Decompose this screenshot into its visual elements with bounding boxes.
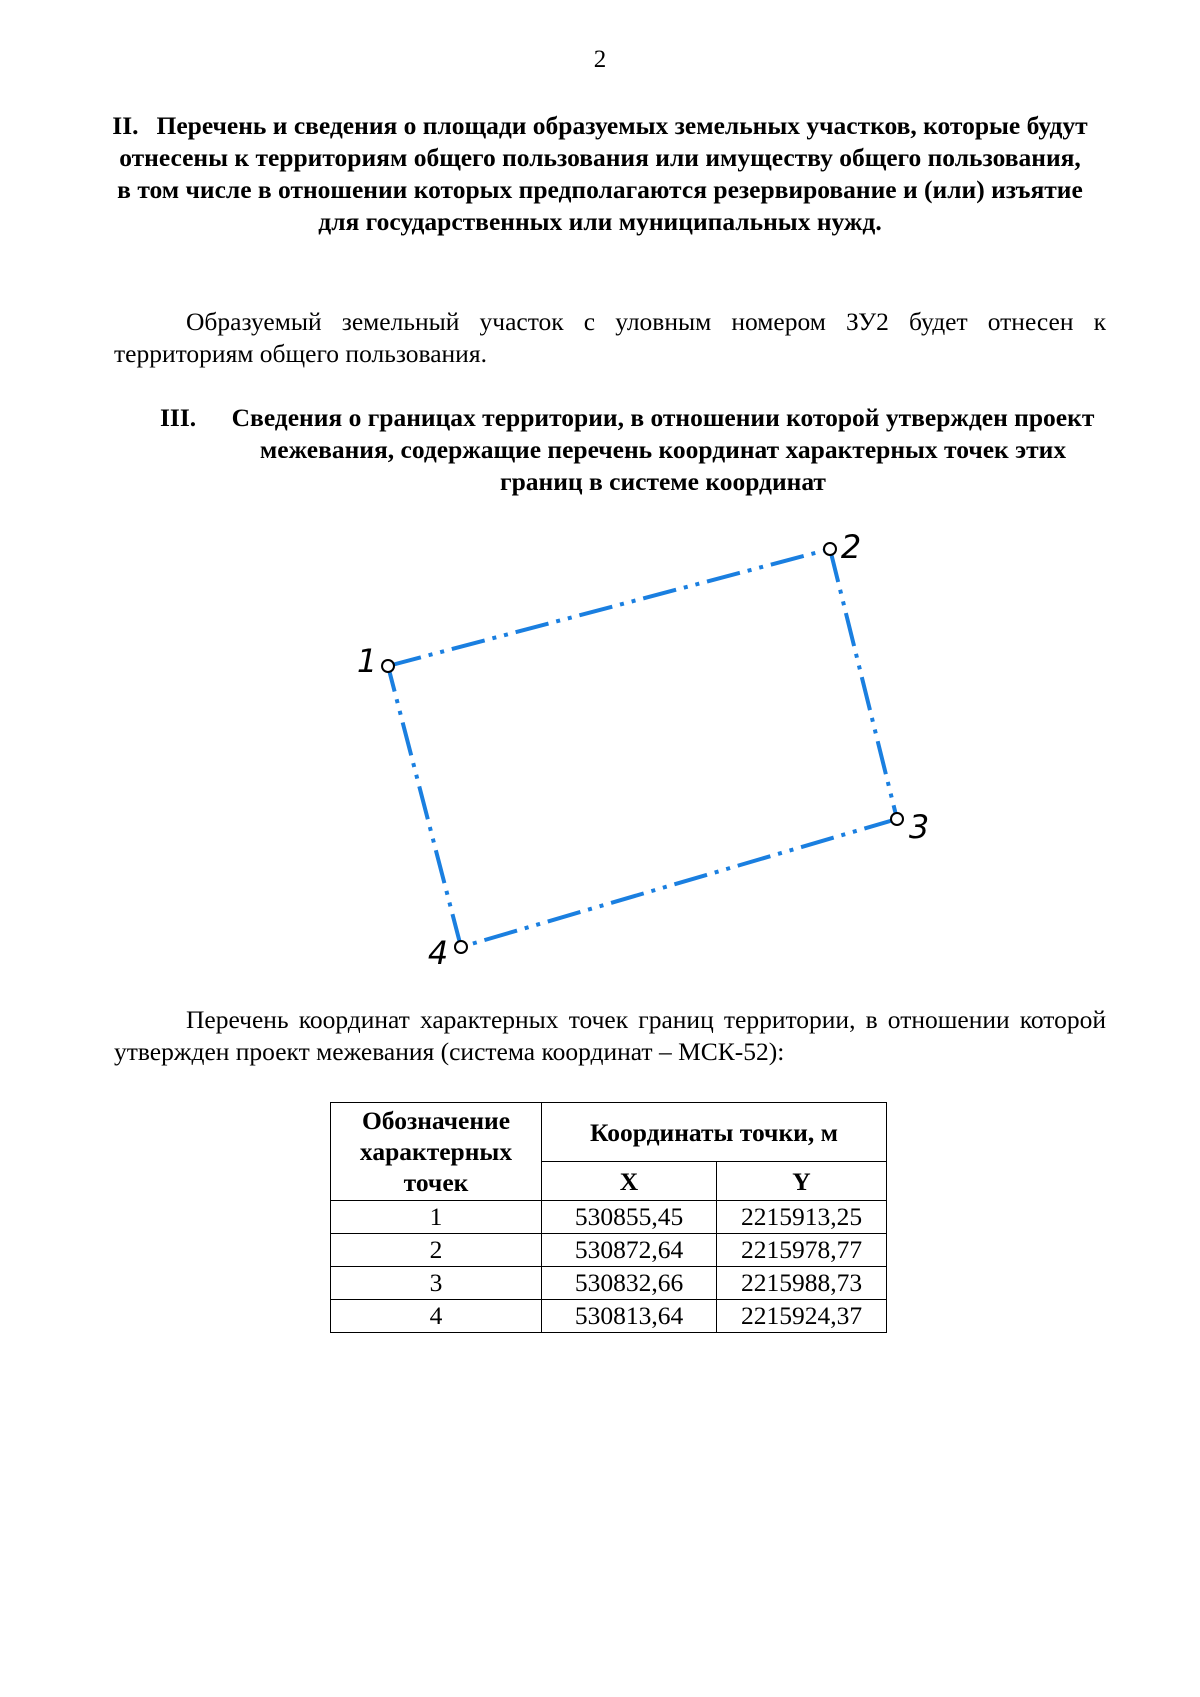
cell-y: 2215978,77 (717, 1234, 887, 1267)
cell-y: 2215924,37 (717, 1300, 887, 1333)
table-row (331, 1201, 887, 1234)
cell-x: 530872,64 (542, 1234, 717, 1267)
header-x: X (542, 1162, 717, 1201)
boundary-segment-2-3 (830, 549, 897, 819)
cell-y: 2215913,25 (717, 1201, 887, 1234)
boundary-point-marker (455, 941, 467, 953)
coordinates-table (330, 1102, 887, 1333)
coords-paragraph (114, 1004, 1106, 1068)
table-row (331, 1234, 887, 1267)
boundary-point-label: 2 (840, 528, 862, 566)
table-row (331, 1300, 887, 1333)
boundary-point-marker (382, 660, 394, 672)
section-3-title: Сведения о границах территории, в отношении которой утвержден проект межевания, содержащие перечень координат характерных точек этих границ в системе координат (231, 403, 1095, 496)
section-2-number: II. (112, 111, 139, 140)
header-coordinates: Координаты точки, м (542, 1103, 887, 1162)
section-2-title: Перечень и сведения о площади образуемых земельных участков, которые будут отнесены к территориям общего пользования или имуществу общего пользования, в том числе в отношении которых предполагаются резервирование и (или) изъятие для государственных или муниципальных нужд. (117, 111, 1088, 236)
boundary-segment-3-4 (461, 819, 897, 947)
table-row (331, 1267, 887, 1300)
section-2-paragraph-text: Образуемый земельный участок с уловным номером ЗУ2 будет отнесен к территориям общего пользования. (114, 307, 1106, 368)
cell-x: 530855,45 (542, 1201, 717, 1234)
page-number: 2 (593, 46, 607, 73)
coords-paragraph-text: Перечень координат характерных точек границ территории, в отношении которой утвержден проект межевания (система координат – МСК-52): (114, 1005, 1106, 1066)
header-y: Y (717, 1162, 887, 1201)
cell-point: 3 (331, 1267, 542, 1300)
cell-x: 530832,66 (542, 1267, 717, 1300)
boundary-point-label: 4 (427, 934, 449, 972)
cell-point: 4 (331, 1300, 542, 1333)
boundary-segment-4-1 (388, 666, 461, 947)
cell-point: 1 (331, 1201, 542, 1234)
cell-x: 530813,64 (542, 1300, 717, 1333)
boundary-point-marker (824, 543, 836, 555)
header-point-designation: Обозначение характерных точек (331, 1103, 542, 1201)
section-3-number: III. (160, 403, 197, 432)
boundary-point-label: 1 (356, 642, 378, 680)
boundary-point-marker (891, 813, 903, 825)
boundary-point-label: 3 (908, 808, 930, 846)
boundary-segment-1-2 (388, 549, 830, 666)
cell-point: 2 (331, 1234, 542, 1267)
cell-y: 2215988,73 (717, 1267, 887, 1300)
